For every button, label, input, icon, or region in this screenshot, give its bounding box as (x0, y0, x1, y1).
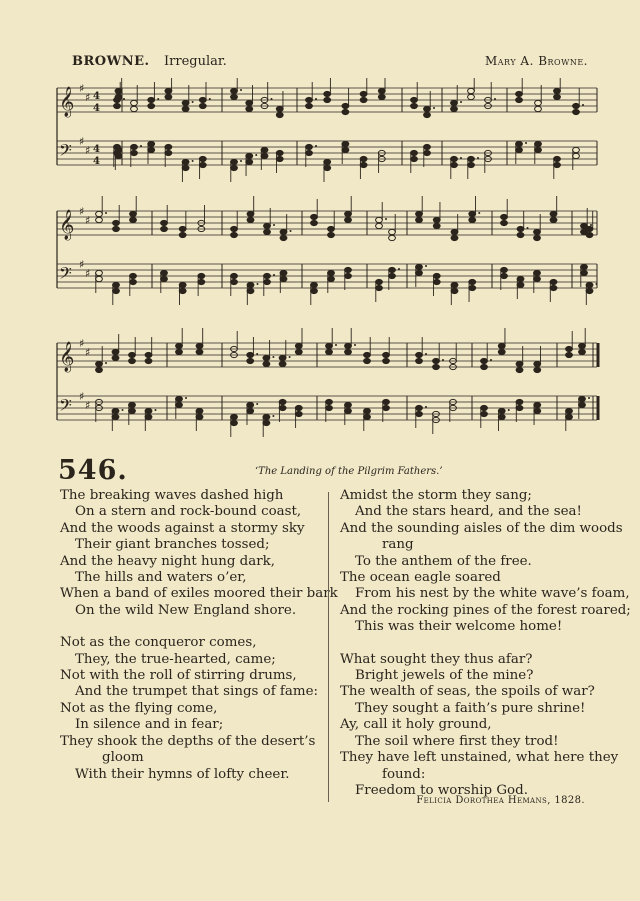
verse-line: The ocean eagle soared (340, 570, 501, 586)
note-head (534, 229, 541, 234)
svg-text:♯: ♯ (79, 82, 85, 95)
svg-text:♯: ♯ (85, 346, 91, 359)
verse-line: The breaking waves dashed high (60, 488, 284, 503)
note-head (383, 352, 390, 357)
note-head (264, 273, 271, 278)
note-head (264, 223, 271, 228)
note-head (145, 408, 152, 413)
treble-clef-icon: 𝄞 (59, 87, 75, 117)
svg-text:♯: ♯ (79, 258, 85, 271)
note-head (416, 211, 423, 216)
verse-line: Amidst the storm they sang; (340, 488, 532, 503)
verse-line: With their hymns of lofty cheer. (75, 766, 290, 782)
verse-line: Freedom to worship God. (355, 782, 528, 798)
note-head (165, 88, 172, 93)
column-divider (328, 492, 329, 802)
verse-line: The soil where first they trod! (355, 733, 559, 749)
svg-text:♯: ♯ (79, 135, 85, 148)
note-head (424, 144, 431, 149)
note-head (411, 97, 418, 102)
note-head (247, 282, 254, 287)
note-head (196, 408, 203, 413)
verse-line: The wealth of seas, the spoils of war? (340, 684, 595, 700)
note-head (550, 211, 557, 216)
note-head (145, 352, 152, 357)
note-head (498, 408, 505, 413)
verse-line: On a stern and rock-bound coast, (75, 504, 302, 520)
note-head (389, 267, 396, 272)
verse-line: Bright jewels of the mine? (355, 668, 534, 684)
note-head (261, 147, 268, 152)
note-head (579, 343, 586, 348)
svg-text:4: 4 (93, 144, 100, 155)
verse-line: And the woods against a stormy sky (60, 520, 305, 536)
note-head (179, 226, 186, 231)
note-head (345, 267, 352, 272)
note-head (129, 352, 136, 357)
note-head (416, 405, 423, 410)
note-head (276, 106, 283, 111)
svg-text:♯: ♯ (85, 214, 91, 227)
svg-text:♯: ♯ (79, 390, 85, 403)
note-head (376, 279, 383, 284)
note-head (451, 229, 458, 234)
note-head (383, 399, 390, 404)
note-head (586, 226, 593, 231)
note-head (326, 399, 333, 404)
note-head (182, 100, 189, 105)
verse-line: found: (382, 766, 426, 782)
note-head (295, 405, 302, 410)
note-head (113, 220, 120, 225)
note-head (306, 97, 313, 102)
note-head (534, 270, 541, 275)
note-head (345, 402, 352, 407)
note-head (501, 214, 508, 219)
note-head (131, 100, 138, 105)
note-head (364, 408, 371, 413)
verses-left-column (60, 488, 338, 799)
verse-line: Not as the flying come, (60, 700, 218, 716)
note-head (280, 270, 287, 275)
note-head (130, 273, 137, 278)
bass-clef-icon: 𝄢 (59, 140, 72, 164)
note-head (534, 402, 541, 407)
verse-line: Ay, call it holy ground, (340, 717, 492, 733)
note-head (198, 273, 205, 278)
svg-text:4: 4 (93, 91, 100, 102)
note-head (131, 144, 138, 149)
note-head (581, 264, 588, 269)
note-head (263, 355, 270, 360)
note-head (176, 396, 183, 401)
note-head (148, 97, 155, 102)
verse-line: Not with the roll of stirring drums, (60, 668, 297, 684)
stanza (60, 635, 322, 783)
note-head (231, 226, 238, 231)
author-credit: Felicia Dorothea Hemans, 1828. (416, 795, 585, 806)
note-head (279, 399, 286, 404)
note-head (112, 408, 119, 413)
note-head (247, 352, 254, 357)
note-head (579, 396, 586, 401)
note-head (451, 100, 458, 105)
hymn-title: ‘The Landing of the Pilgrim Fathers.’ (255, 466, 443, 477)
note-head (231, 414, 238, 419)
svg-text:♯: ♯ (79, 205, 85, 218)
note-head (115, 88, 122, 93)
note-head (516, 361, 523, 366)
note-head (534, 361, 541, 366)
svg-text:4: 4 (93, 103, 100, 114)
note-head (324, 159, 331, 164)
svg-text:♯: ♯ (85, 399, 91, 412)
note-head (411, 150, 418, 155)
note-head (161, 270, 168, 275)
verse-line: They, the true-hearted, came; (75, 651, 276, 667)
note-head (231, 159, 238, 164)
note-head (306, 144, 313, 149)
note-head (573, 147, 580, 152)
note-head (451, 282, 458, 287)
note-head (433, 217, 440, 222)
verse-line: gloom (102, 750, 144, 766)
note-head (295, 343, 302, 348)
note-head (231, 273, 238, 278)
note-head (501, 267, 508, 272)
treble-clef-icon: 𝄞 (59, 342, 75, 372)
note-head (326, 343, 333, 348)
note-head (280, 229, 287, 234)
verse-line: They have left unstained, what here they (340, 750, 619, 766)
note-head (554, 156, 561, 161)
note-head (481, 405, 488, 410)
verse-line: This was their welcome home! (355, 619, 563, 635)
note-head (376, 217, 383, 222)
note-head (342, 141, 349, 146)
verse-line: And the rocking pines of the forest roared; (340, 602, 631, 618)
meter-label: Irregular. (164, 54, 227, 69)
verse-line: rang (382, 537, 414, 553)
tune-name: BROWNE. (72, 54, 150, 69)
note-head (424, 106, 431, 111)
note-head (498, 343, 505, 348)
verse-line: The hills and waters o’er, (75, 570, 247, 586)
note-head (311, 282, 318, 287)
note-head (179, 282, 186, 287)
treble-clef-icon: 𝄞 (59, 210, 75, 240)
verse-line: What sought they thus afar? (340, 651, 533, 667)
note-head (360, 156, 367, 161)
note-head (96, 361, 103, 366)
note-head (182, 159, 189, 164)
note-head (586, 282, 593, 287)
note-head (535, 100, 542, 105)
verse-line: And the sounding aisles of the dim woods (340, 520, 623, 536)
note-head (516, 399, 523, 404)
note-head (113, 282, 120, 287)
note-head (148, 141, 155, 146)
note-head (279, 355, 286, 360)
note-head (161, 220, 168, 225)
verse-line: On the wild New England shore. (75, 602, 297, 618)
note-head (96, 211, 103, 216)
note-head (451, 156, 458, 161)
note-head (246, 100, 253, 105)
note-head (263, 414, 270, 419)
note-head (196, 343, 203, 348)
note-head (535, 141, 542, 146)
bass-clef-icon: 𝄢 (59, 263, 72, 287)
note-head (554, 88, 561, 93)
note-head (345, 343, 352, 348)
note-head (433, 273, 440, 278)
note-head (469, 211, 476, 216)
bass-clef-icon: 𝄢 (59, 395, 72, 419)
note-head (231, 88, 238, 93)
note-head (96, 270, 103, 275)
svg-text:♯: ♯ (85, 91, 91, 104)
note-head (360, 91, 367, 96)
note-head (129, 402, 136, 407)
note-head (176, 343, 183, 348)
music-score (55, 78, 605, 448)
note-head (345, 211, 352, 216)
note-head (130, 211, 137, 216)
verse-line: They sought a faith’s pure shrine! (355, 700, 586, 716)
note-head (416, 264, 423, 269)
note-head (247, 402, 254, 407)
note-head (342, 103, 349, 108)
note-head (469, 279, 476, 284)
verse-line: In silence and in fear; (75, 717, 224, 733)
note-head (566, 346, 573, 351)
note-head (389, 229, 396, 234)
note-head (550, 279, 557, 284)
note-head (468, 156, 475, 161)
svg-text:♯: ♯ (79, 337, 85, 350)
verse-line: When a band of exiles moored their bark (60, 586, 338, 602)
verses-right-column (340, 488, 631, 815)
stanza (340, 488, 631, 636)
stanza (60, 488, 338, 619)
note-head (378, 88, 385, 93)
verse-line: They shook the depths of the desert’s (60, 733, 316, 749)
note-head (199, 97, 206, 102)
note-head (112, 349, 119, 354)
note-head (566, 408, 573, 413)
note-head (516, 141, 523, 146)
composer-name: Mary A. Browne. (484, 54, 588, 68)
hymn-number: 546. (58, 455, 128, 486)
note-head (328, 270, 335, 275)
note-head (199, 156, 206, 161)
verse-line: Not as the conqueror comes, (60, 635, 257, 651)
note-head (247, 211, 254, 216)
svg-text:♯: ♯ (85, 267, 91, 280)
note-head (311, 214, 318, 219)
svg-text:♯: ♯ (85, 144, 91, 157)
note-head (517, 276, 524, 281)
note-head (276, 150, 283, 155)
svg-text:4: 4 (93, 156, 100, 167)
verse-line: And the stars heard, and the sea! (355, 504, 582, 520)
note-head (115, 147, 122, 152)
note-head (165, 144, 172, 149)
note-head (328, 226, 335, 231)
stanza (340, 651, 619, 800)
note-head (364, 352, 371, 357)
note-head (416, 352, 423, 357)
note-head (573, 103, 580, 108)
verse-line: From his nest by the white wave’s foam, (355, 586, 630, 602)
note-head (246, 153, 253, 158)
verse-line: Their giant branches tossed; (75, 537, 270, 553)
note-head (481, 358, 488, 363)
note-head (324, 91, 331, 96)
note-head (517, 226, 524, 231)
verse-line: And the heavy night hung dark, (60, 553, 275, 569)
verse-line: And the trumpet that sings of fame: (75, 684, 318, 700)
tune-header (72, 54, 588, 72)
note-head (433, 358, 440, 363)
note-head (516, 91, 523, 96)
note-head (468, 88, 475, 93)
verse-line: To the anthem of the free. (355, 553, 532, 569)
